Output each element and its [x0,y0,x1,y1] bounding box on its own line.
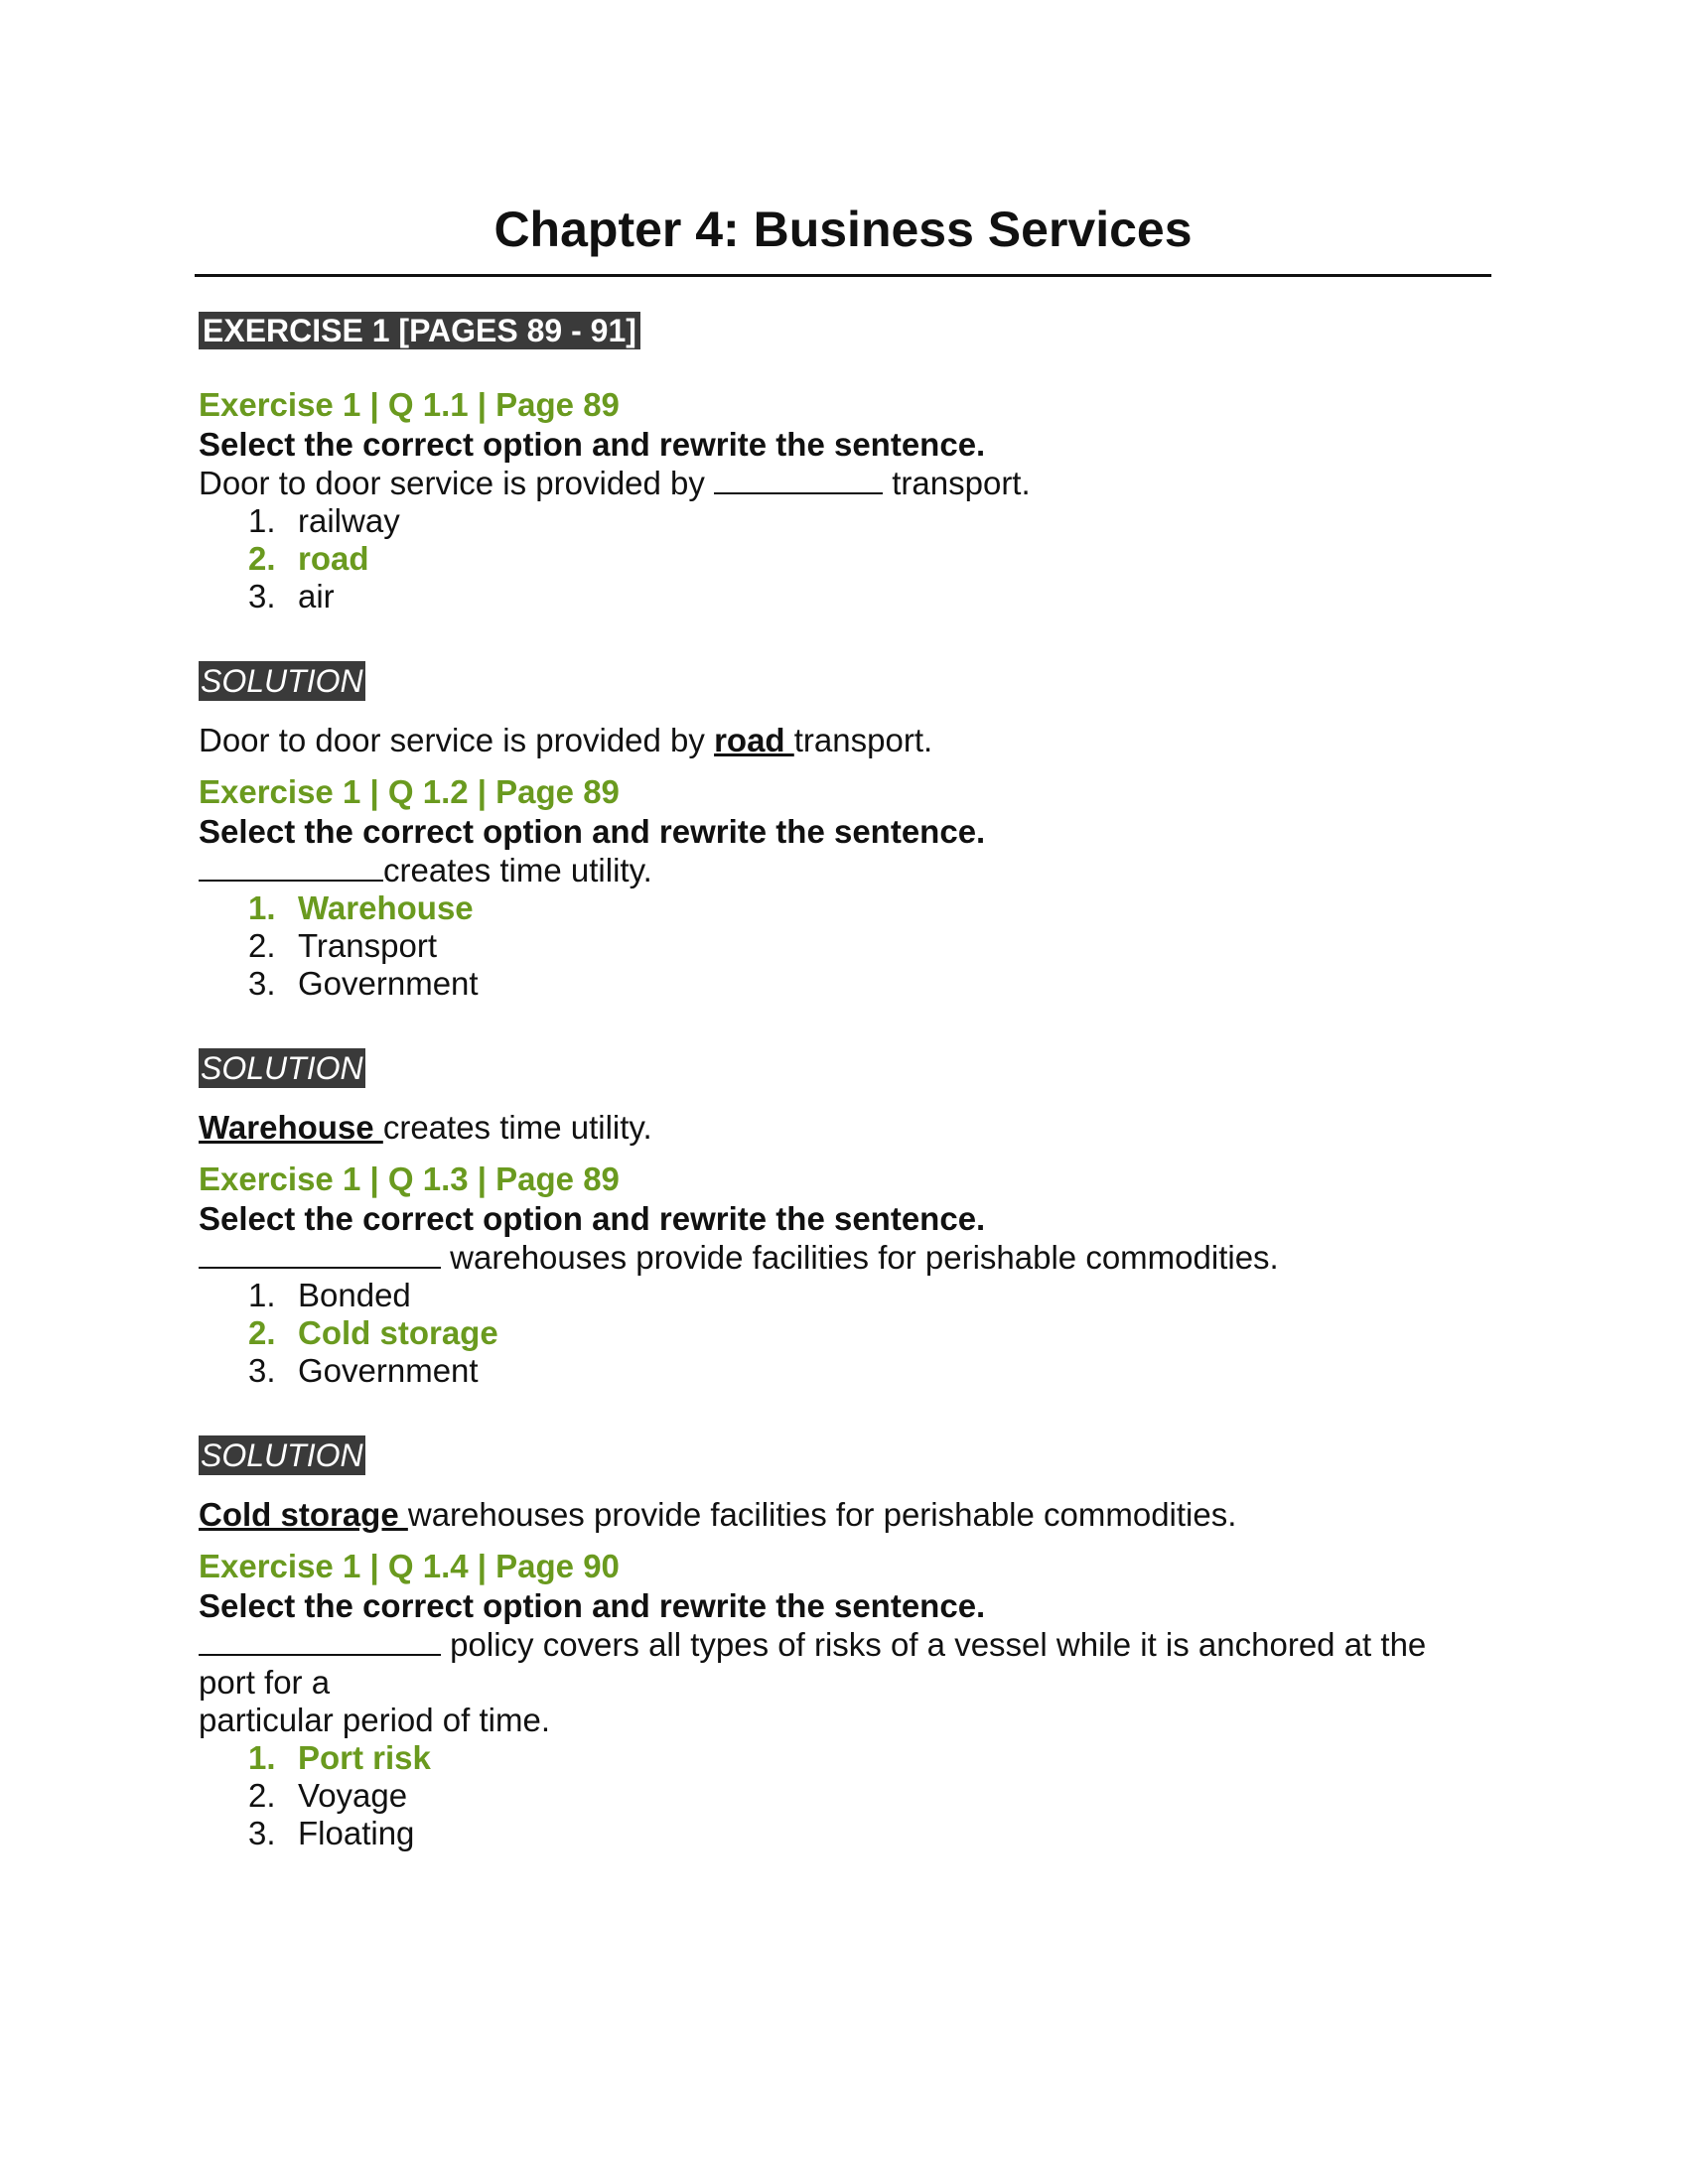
solution-text-before: Door to door service is provided by [199,722,715,758]
option-number: 1. [248,1739,276,1776]
question-block [199,772,1499,1148]
question-instruction: Select the correct option and rewrite the sentence. [199,813,986,850]
option-item [248,1352,1499,1390]
option-number: 2. [248,1314,276,1351]
solution-text [199,721,1499,760]
option-item-correct [248,540,1499,578]
option-item-correct [248,1739,1499,1777]
answer-blank [199,1628,441,1656]
solution-text [199,1495,1499,1535]
option-list [248,889,1499,1003]
option-text: Government [298,965,479,1002]
question-stem [199,1239,1499,1277]
option-item-correct [248,1314,1499,1352]
question-stem [199,1626,1499,1664]
option-text: Cold storage [298,1314,498,1351]
question-block [199,385,1499,760]
option-item [248,502,1499,540]
title-divider [195,274,1491,277]
option-text: Voyage [298,1777,408,1814]
question-stem [199,852,1499,889]
solution-answer: Cold storage [199,1496,408,1533]
solution-text-after: creates time utility. [382,1109,652,1146]
answer-blank [199,854,383,882]
solution-answer: road [714,722,794,758]
option-text: Government [298,1352,479,1389]
option-item-correct [248,889,1499,927]
question-stem [199,465,1499,502]
option-number: 3. [248,578,276,614]
option-text: air [298,578,335,614]
option-item [248,578,1499,615]
solution-text-after: transport. [793,722,933,758]
option-item [248,927,1499,965]
option-list [248,1739,1499,1852]
stem-text: Door to door service is provided by [199,465,715,501]
option-item [248,1777,1499,1815]
question-stem-continued: particular period of time. [199,1702,550,1738]
solution-answer: Warehouse [199,1109,383,1146]
stem-text: creates time utility. [383,852,652,888]
question-block [199,1547,1499,1852]
option-number: 3. [248,1815,276,1851]
option-text: Port risk [298,1739,431,1776]
question-stem-continued: port for a [199,1664,331,1701]
option-number: 1. [248,1277,276,1313]
question-heading: Exercise 1 | Q 1.1 | Page 89 [199,386,620,423]
solution-label: SOLUTION [201,1050,363,1086]
option-number: 1. [248,502,276,539]
page-content [199,312,1499,1852]
solution-label: SOLUTION [201,1437,363,1473]
option-text: Floating [298,1815,415,1851]
answer-blank [714,467,883,494]
option-item [248,1277,1499,1314]
stem-text: transport. [883,465,1031,501]
solution-text [199,1108,1499,1148]
question-instruction: Select the correct option and rewrite the sentence. [199,426,986,463]
option-number: 3. [248,1352,276,1389]
option-text: Transport [298,927,437,964]
option-number: 2. [248,540,276,577]
option-list [248,1277,1499,1390]
exercise-header: EXERCISE 1 [PAGES 89 - 91] [199,312,640,349]
question-heading: Exercise 1 | Q 1.2 | Page 89 [199,773,620,810]
option-text: Bonded [298,1277,411,1313]
question-heading: Exercise 1 | Q 1.4 | Page 90 [199,1548,620,1584]
option-item [248,965,1499,1003]
solution-text-after: warehouses provide facilities for perishable commodities. [407,1496,1237,1533]
option-text: Warehouse [298,889,474,926]
answer-blank [199,1241,441,1269]
question-heading: Exercise 1 | Q 1.3 | Page 89 [199,1160,620,1197]
stem-text: warehouses provide facilities for perishable commodities. [441,1239,1279,1276]
option-number: 3. [248,965,276,1002]
question-instruction: Select the correct option and rewrite the sentence. [199,1587,986,1624]
option-item [248,1815,1499,1852]
question-block [199,1160,1499,1535]
stem-text: policy covers all types of risks of a vessel while it is anchored at the [441,1626,1427,1663]
solution-label: SOLUTION [201,663,363,699]
option-text: road [298,540,369,577]
option-number: 1. [248,889,276,926]
option-list [248,502,1499,615]
option-number: 2. [248,1777,276,1814]
page-title: Chapter 4: Business Services [493,202,1193,257]
question-instruction: Select the correct option and rewrite the sentence. [199,1200,986,1237]
option-text: railway [298,502,400,539]
option-number: 2. [248,927,276,964]
